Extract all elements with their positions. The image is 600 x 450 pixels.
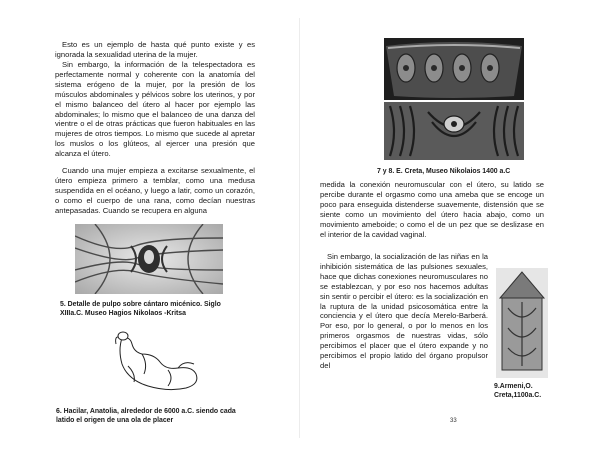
figure-9-armeni-photo (496, 268, 548, 378)
relief-image (384, 102, 524, 160)
figure-7-8-caption: 7 y 8. E. Creta, Museo Nikolaios 1400 a.C (377, 168, 511, 175)
left-paragraph-2: Sin embargo, la información de la telespectadora es perfectamente normal y coherente con la anatomía del sistema erógeno de la mujer, por la presión de los músculos abdominales y pélvicos sobre los uterinos, y por el mismo balanceo del útero al hacer por ejemplo las abdominales; lo mismo que el balanceo de una danza del vientre o el de otras prácticas que fueron habituales en las mujeres de otros tiempos. Lo mismo que sucede al apretar los muslos o los glúteos, al ejercer una presión que alcanza el útero. (55, 60, 255, 159)
figure-7-vessel-photo (384, 38, 524, 100)
page-gutter (299, 18, 300, 438)
figure-5-caption: 5. Detalle de pulpo sobre cántaro micénico. Siglo XIIIa.C. Museo Hagios Nikolaos -Kritsa (60, 301, 221, 317)
left-paragraph-3: Cuando una mujer empieza a excitarse sexualmente, el útero empieza primero a temblar, como una medusa suspendida en el océano, y luego a latir, como un corazón, o como el cuerpo de una rana, como decían nuestras antepasadas. Cuando se recupera en alguna (55, 166, 255, 215)
figurine-drawing (108, 330, 206, 396)
figure-8-relief-photo (384, 102, 524, 160)
octopus-illustration (75, 224, 223, 294)
figure-5-octopus-image (75, 224, 223, 294)
page-number: 33 (450, 418, 457, 424)
right-paragraph-1: medida la conexión neuromuscular con el útero, su latido se percibe durante el orgasmo como una ameba que se encoge un poco para enseguida distenderse suavemente, distensión que se siente como un movimiento del útero hacia abajo, como un movimiento ameboide; o como el de un pez que se deslizase en el interior de la cavidad vaginal. (320, 180, 544, 239)
figure-6-hacilar-figurine (108, 330, 206, 396)
vessel-image (384, 38, 524, 100)
right-paragraph-2: Sin embargo, la socialización de las niñas en la inhibición sistemática de las pulsiones sexuales, hace que dichas conexiones neuromusculares no se establezcan, y por eso nos hacemos adultas sin sentir o percibir el útero: es la socialización en la ruptura de la unidad psicosomática entre la conciencia y el útero que decía Merelo-Barberá. Por eso, por lo general, o por lo menos en los primeros orgasmos de nuestras vidas, sólo percibimos el placer que el útero expande y no percibimos el propio latido del órgano propulsor del (320, 252, 488, 370)
figure-6-caption: 6. Hacilar, Anatolia, alrededor de 6000 a.C. siendo cada latido el origen de una ola de placer (56, 408, 236, 424)
figure-9-caption: 9.Armeni,O. Creta,1100a.C. (494, 383, 542, 399)
shrine-image (496, 268, 548, 378)
left-paragraph-1: Esto es un ejemplo de hasta qué punto existe y es ignorada la sexualidad uterina de la mujer. (55, 40, 255, 59)
